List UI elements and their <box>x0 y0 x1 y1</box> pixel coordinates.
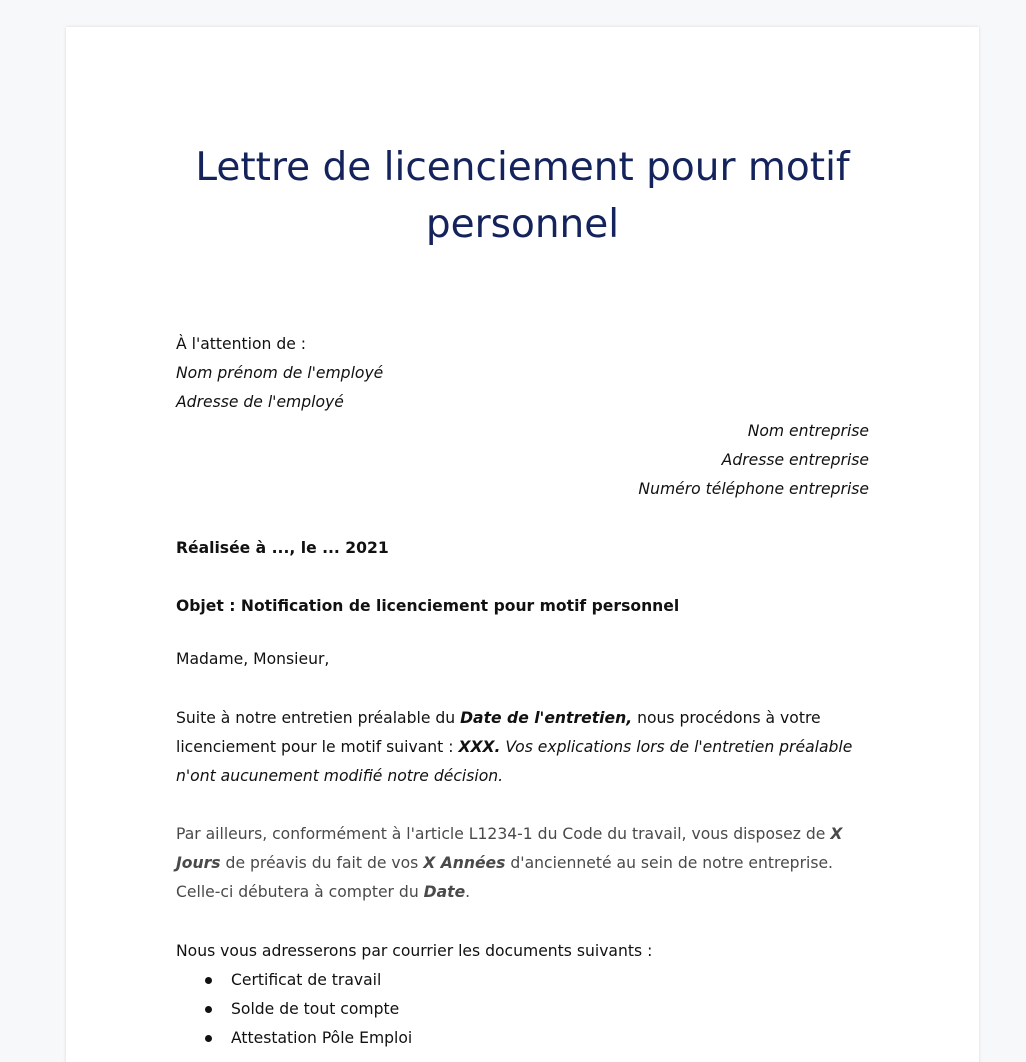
paragraph-notice-text-3: d'ancienneté au sein de notre entreprise. Celle-ci débutera à compter du <box>176 854 833 901</box>
document-title: Lettre de licenciement pour motif personnel <box>195 145 850 247</box>
recipient-heading: À l'attention de : <box>176 335 307 353</box>
salutation: Madame, Monsieur, <box>176 650 330 668</box>
bullet-icon <box>205 1006 212 1013</box>
bullet-icon <box>205 977 212 984</box>
paragraph-notice-text-1: Par ailleurs, conformément à l'article L1234-1 du Code du travail, vous disposez de <box>176 825 831 843</box>
document-item-label: Solde de tout compte <box>231 1000 400 1018</box>
company-name: Nom entreprise <box>747 422 869 440</box>
list-item <box>176 995 412 1024</box>
bullet-icon <box>205 1035 212 1042</box>
documents-list <box>176 966 412 1053</box>
paragraph-notice-text-4: . <box>465 883 471 901</box>
notice-days-placeholder: X Jours <box>176 825 843 872</box>
paragraph-dismissal-text-2: nous procédons à votre licenciement pour le motif suivant : <box>176 709 821 756</box>
paragraph-dismissal-text-3: Vos explications lors de l'entretien préalable n'ont aucunement modifié notre décision. <box>176 738 853 785</box>
recipient-address: Adresse de l'employé <box>176 393 344 411</box>
notice-start-date-placeholder: Date <box>423 883 466 901</box>
company-phone: Numéro téléphone entreprise <box>638 480 869 498</box>
place-date: Réalisée à ..., le ... 2021 <box>176 539 389 557</box>
paragraph-dismissal-text-1: Suite à notre entretien préalable du <box>176 709 461 727</box>
paragraph-notice-text-2: de préavis du fait de vos <box>220 854 424 872</box>
list-item <box>176 1024 412 1053</box>
letter-subject: Objet : Notification de licenciement pour motif personnel <box>176 597 680 615</box>
recipient-name: Nom prénom de l'employé <box>176 364 384 382</box>
seniority-years-placeholder: X Années <box>423 854 506 872</box>
document-item-label: Attestation Pôle Emploi <box>231 1029 413 1047</box>
list-item <box>176 966 412 995</box>
document-item-label: Certificat de travail <box>231 971 382 989</box>
company-address: Adresse entreprise <box>721 451 869 469</box>
paragraph-notice <box>176 820 869 907</box>
document-page <box>66 27 979 1062</box>
documents-intro: Nous vous adresserons par courrier les documents suivants : <box>176 942 653 960</box>
dismissal-reason-placeholder: XXX. <box>458 738 501 756</box>
paragraph-dismissal <box>176 704 869 791</box>
interview-date-placeholder: Date de l'entretien, <box>460 709 633 727</box>
